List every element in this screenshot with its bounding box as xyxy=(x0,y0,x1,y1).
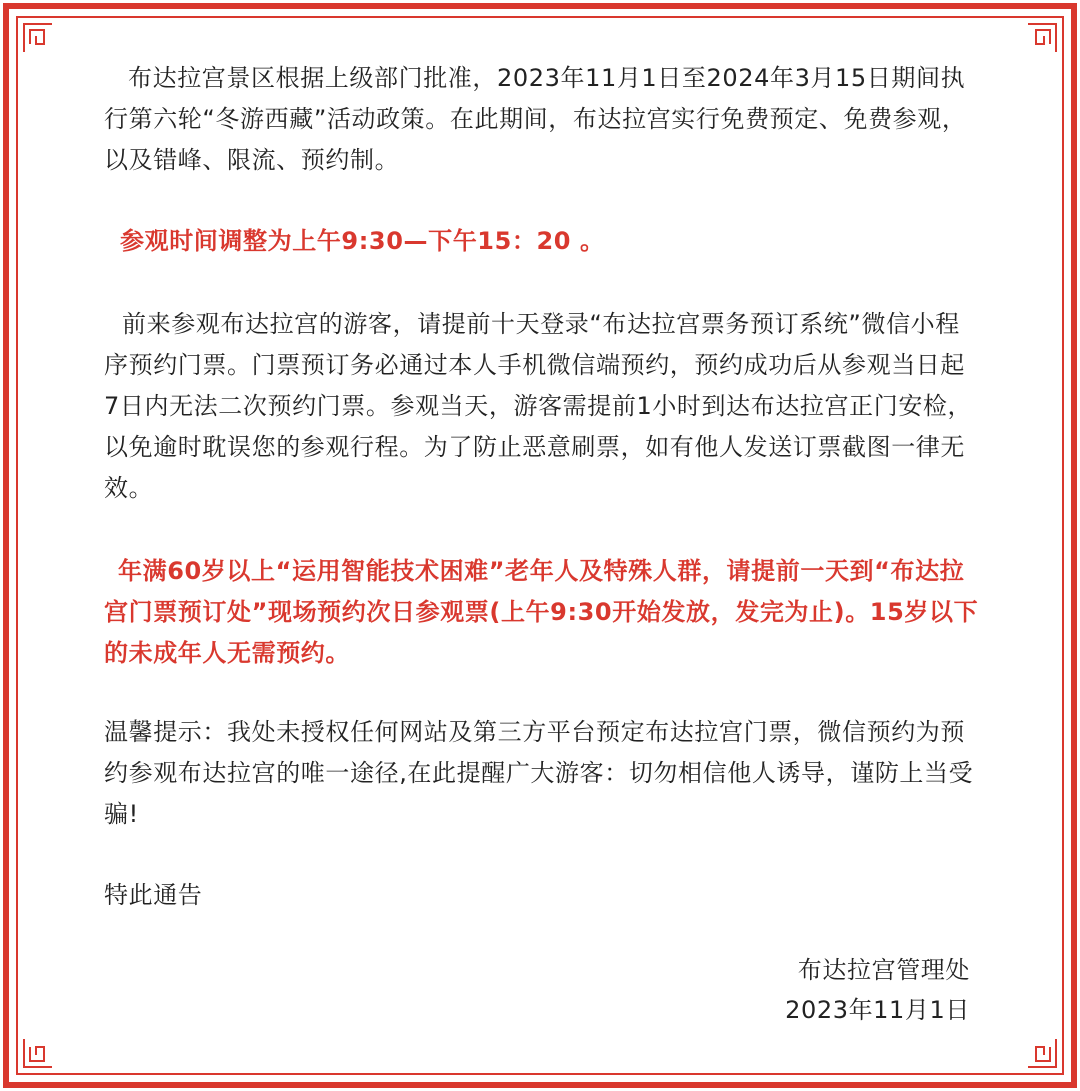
visiting-hours-notice: 参观时间调整为上午9:30—下午15：20 。 xyxy=(120,227,605,255)
corner-ornament-top-left xyxy=(17,17,64,64)
issuer-name: 布达拉宫管理处 xyxy=(797,956,970,984)
warm-reminder: 温馨提示：我处未授权任何网站及第三方平台预定布达拉宫门票，微信预约为预约参观布达拉宫的唯一途径,在此提醒广大游客：切勿相信他人诱导，谨防上当受骗! xyxy=(104,718,974,828)
corner-ornament-top-right xyxy=(1016,17,1063,64)
policy-paragraph: 布达拉宫景区根据上级部门批准，2023年11月1日至2024年3月15日期间执行第六轮“冬游西藏”活动政策。在此期间，布达拉宫实行免费预定、免费参观，以及错峰、限流、预约制。 xyxy=(104,64,967,174)
corner-ornament-bottom-right xyxy=(1016,1027,1063,1074)
corner-ornament-bottom-left xyxy=(17,1027,64,1074)
elderly-special-groups-notice: 年满60岁以上“运用智能技术困难”老年人及特殊人群，请提前一天到“布达拉宫门票预订处”现场预约次日参观票(上午9:30开始发放，发完为止)。15岁以下的未成年人无需预约。 xyxy=(104,557,979,667)
reservation-instructions: 前来参观布达拉宫的游客，请提前十天登录“布达拉宫票务预订系统”微信小程序预约门票。门票预订务必通过本人手机微信端预约，预约成功后从参观当日起7日内无法二次预约门票。参观当天，游客需提前1小时到达布达拉宫正门安检，以免逾时耽误您的参观行程。为了防止恶意刷票，如有他人发送订票截图一律无效。 xyxy=(104,310,973,502)
signature-block xyxy=(785,950,970,1030)
issue-date: 2023年11月1日 xyxy=(785,996,970,1024)
closing-statement: 特此通告 xyxy=(104,881,203,909)
notice-body xyxy=(104,58,980,916)
